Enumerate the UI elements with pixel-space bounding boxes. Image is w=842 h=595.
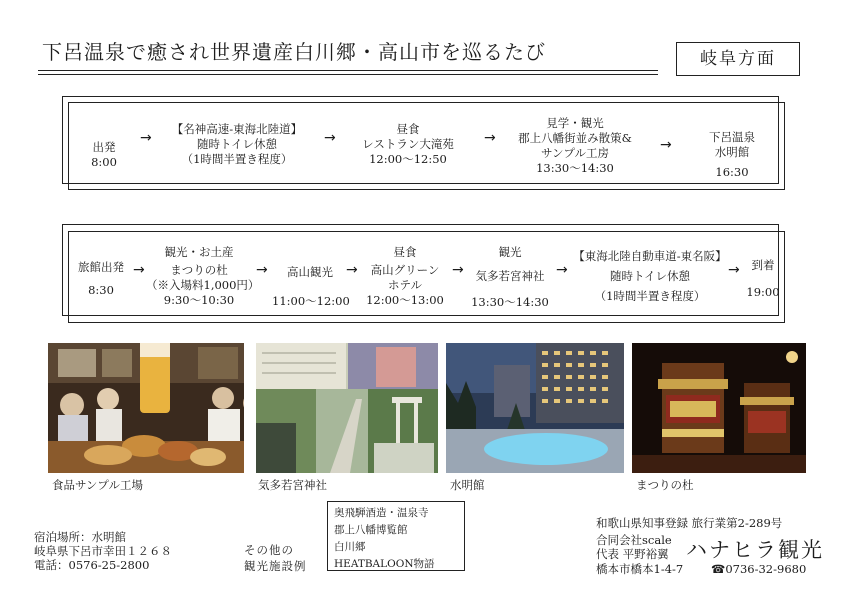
arrow-icon: → (484, 130, 496, 146)
company-address: 橋本市橋本1-4-7 (596, 562, 684, 576)
brand-name: ハナヒラ観光 (686, 538, 824, 562)
arrow-icon: → (140, 130, 152, 146)
day2-stop-shrine: 観光 気多若宮神社 13:30～14:30 (471, 245, 549, 309)
day2-stop-arrival: 到着 19:00 (746, 258, 780, 299)
other-facilities-label: その他の 観光施設例 (244, 543, 307, 573)
title-underline (38, 70, 658, 71)
facility-list (327, 501, 465, 571)
day2-stop-takayama: 高山観光 11:00～12:00 (272, 265, 350, 308)
food-sample-factory-photo (48, 343, 244, 473)
shrine-photo (256, 343, 438, 473)
day1-stop-highway: 【名神高速-東海北陸道】 随時トイレ休憩 （1時間半置き程度） (171, 122, 303, 166)
day1-stop-sightseeing: 見学・観光 郡上八幡街並み散策& サンプル工房 13:30～14:30 (518, 116, 632, 175)
photo-caption: 気多若宮神社 (258, 478, 327, 492)
day1-stop-hotel: 下呂温泉 水明館 16:30 (709, 130, 755, 179)
lodging-info: 宿泊場所：水明館 岐阜県下呂市幸田１２６８ 電話：0576-25-2800 (34, 530, 172, 572)
region-label: 岐阜方面 (676, 42, 800, 76)
facility-item: 白川郷 (334, 541, 366, 553)
arrow-icon: → (728, 262, 740, 278)
facility-item: 郡上八幡博覧館 (334, 524, 408, 536)
photo-caption: 水明館 (450, 478, 485, 492)
day1-stop-departure: 出発 8:00 (91, 140, 117, 169)
arrow-icon: → (346, 262, 358, 278)
photo-caption: まつりの杜 (636, 478, 694, 492)
facility-item: 奥飛騨酒造・温泉寺 (334, 507, 429, 519)
day2-stop-lunch: 昼食 高山グリーン ホテル 12:00～13:00 (366, 245, 444, 307)
day2-stop-departure: 旅館出発 8:30 (78, 260, 124, 297)
day2-stop-matsuri: 観光・お土産 まつりの杜 （※入場料1,000円） 9:30～10:30 (146, 245, 260, 307)
company-name: 合同会社scale (596, 533, 672, 547)
arrow-icon: → (256, 262, 268, 278)
title-underline-2 (38, 74, 658, 75)
travel-agency-registration: 和歌山県知事登録 旅行業第2-289号 (596, 516, 783, 530)
suimeikan-photo (446, 343, 624, 473)
facility-item: HEATBALOON物語 (334, 558, 435, 570)
arrow-icon: → (324, 130, 336, 146)
day2-stop-highway: 【東海北陸自動車道-東名阪】 随時トイレ休憩 （1時間半置き程度） (573, 249, 727, 303)
matsuri-no-mori-photo (632, 343, 806, 473)
arrow-icon: → (452, 262, 464, 278)
arrow-icon: → (133, 262, 145, 278)
photo-caption: 食品サンプル工場 (52, 478, 143, 492)
day1-stop-lunch: 昼食 レストラン大滝苑 12:00～12:50 (362, 122, 454, 166)
arrow-icon: → (660, 137, 672, 153)
company-phone: ☎0736-32-9680 (711, 562, 807, 576)
representative: 代表 平野裕翼 (596, 547, 669, 561)
page-title: 下呂温泉で癒され世界遺産白川郷・高山市を巡るたび (42, 40, 546, 64)
arrow-icon: → (556, 262, 568, 278)
